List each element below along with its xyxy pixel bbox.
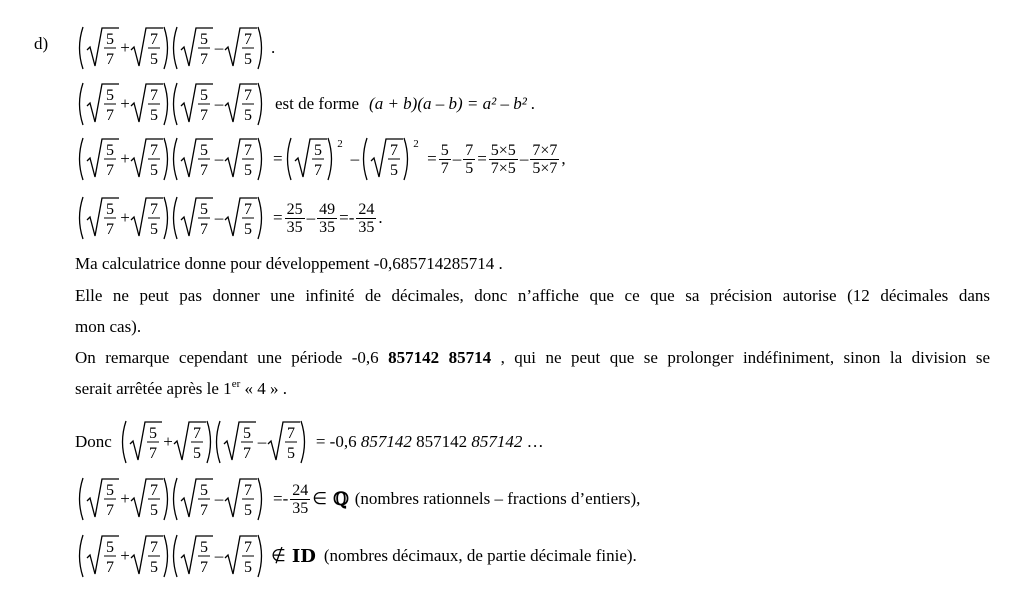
plus-sign: + (120, 489, 130, 508)
equals-sign: = (273, 489, 283, 508)
plus-sign: + (120, 38, 130, 57)
fraction-5x5-7x5: $\frac{5\times 5}{7\times 5}$ (490, 141, 516, 177)
paren-open-1 (80, 83, 84, 125)
expression-expand (75, 133, 267, 185)
root-5-7-radical (87, 139, 119, 177)
not-element-of-symbol: ∉ (271, 546, 286, 566)
root-7-5-radical (225, 198, 257, 236)
paren-close-2 (258, 197, 262, 239)
root-7-5-numerator: 7 (150, 142, 158, 159)
root-7-5-denominator: 5 (150, 51, 158, 68)
radical-expression (75, 133, 267, 185)
paren-open (364, 138, 368, 180)
root-7-5-numerator: 7 (150, 539, 158, 556)
root-5-7-numerator: 5 (200, 31, 208, 48)
root-7-5-denominator: 5 (150, 162, 158, 179)
root-5-7-denominator: 7 (242, 445, 251, 462)
root-7-5-numerator: 7 (150, 201, 158, 218)
expression-line-0 (75, 22, 275, 74)
root-7-5-denominator: 5 (150, 559, 158, 576)
root-5-7-denominator: 7 (106, 107, 114, 124)
donc-line (75, 416, 544, 468)
identity-formula: (a + b)(a – b) = a² – b² . (369, 94, 536, 113)
root-7-5-numerator: 7 (244, 87, 252, 104)
form-text: est de forme (275, 94, 360, 113)
paren-close-2 (258, 27, 262, 69)
equals-sign: = (477, 149, 487, 168)
root-5-7-denominator: 7 (106, 162, 114, 179)
root-5-7-denominator: 7 (200, 107, 208, 124)
root-7-5-radical (131, 536, 163, 574)
root-7-5-radical (268, 422, 300, 460)
expression-result (75, 192, 267, 244)
paren-close-2 (301, 421, 305, 463)
radical-expression (75, 22, 267, 74)
squared-root-1 (283, 133, 345, 185)
minus-sign: – (214, 208, 224, 227)
root-5-7-radical (181, 536, 213, 574)
root-5-7-numerator: 5 (106, 31, 114, 48)
fraction-25-35: $\frac{25}{35}$ (286, 200, 303, 236)
root-5-7-numerator: 5 (200, 482, 208, 499)
paren-open-1 (80, 138, 84, 180)
paren-open-2 (174, 197, 178, 239)
root-5-7-radical (130, 422, 162, 460)
root-7-5-radical (225, 139, 257, 177)
root-5-7-numerator: 5 (106, 482, 114, 499)
calculator-line: Ma calculatrice donne pour développement -0,685714285714 . (75, 254, 503, 273)
root-denominator: 7 (313, 162, 322, 179)
negative-sign: - (348, 208, 355, 227)
root-5-7-radical (181, 139, 213, 177)
root-5-7-radical (224, 422, 256, 460)
root-numerator: 5 (313, 142, 322, 159)
root-7-5-numerator: 7 (244, 201, 252, 218)
paren-close-2 (258, 83, 262, 125)
minus-sign: – (350, 149, 360, 168)
fraction-7x7-5x7: $\frac{7\times 7}{5\times 7}$ (532, 141, 558, 177)
root-5-7-numerator: 5 (200, 87, 208, 104)
expression-donc (118, 416, 310, 468)
root-7-5-numerator: 7 (244, 142, 252, 159)
paren-open-2 (216, 421, 220, 463)
root-5-7-radical (87, 28, 119, 66)
donc-word: Donc (75, 432, 112, 451)
rational-line (75, 473, 640, 525)
root-5-7-numerator: 5 (106, 142, 114, 159)
squared-root-2 (359, 133, 421, 185)
root-5-7-numerator: 5 (106, 539, 114, 556)
root-5-7-numerator: 5 (200, 539, 208, 556)
root-5-7-numerator: 5 (148, 425, 157, 442)
paren-close (328, 138, 332, 180)
root-5-7-radical (87, 479, 119, 517)
plus-sign: + (120, 149, 130, 168)
root-7-5-radical (225, 28, 257, 66)
equals-sign: = (273, 208, 283, 227)
decimal-line (75, 530, 637, 582)
root-7-5-radical (131, 139, 163, 177)
radical-expression (118, 416, 310, 468)
radical-expression (75, 530, 267, 582)
period-line-2: serait arrêtée après le 1er « 4 » . (75, 378, 287, 398)
fraction-7-5: $\frac{7}{5}$ (465, 141, 474, 177)
paren-close-1 (164, 27, 168, 69)
minus-sign: – (257, 432, 267, 451)
root-numerator: 7 (390, 142, 399, 159)
line-end: , (561, 149, 566, 168)
minus-sign: – (214, 94, 224, 113)
paren-open-1 (80, 197, 84, 239)
root-5-7-denominator: 7 (106, 221, 114, 238)
paren-open-2 (174, 535, 178, 577)
paren-open-2 (174, 83, 178, 125)
root-7-5-radical (225, 479, 257, 517)
paren-close-1 (207, 421, 211, 463)
plus-sign: + (120, 208, 130, 227)
root-7-5-denominator: 5 (150, 107, 158, 124)
fraction-24-35: $\frac{24}{35}$ (292, 481, 309, 517)
calculator-paragraph (75, 248, 990, 279)
root-5-7-denominator: 7 (106, 559, 114, 576)
root-7-5-radical (131, 84, 163, 122)
root-denominator: 5 (390, 162, 399, 179)
root-7-5-denominator: 5 (244, 51, 252, 68)
root-5-7-denominator: 7 (200, 162, 208, 179)
root-7-5-numerator: 7 (244, 31, 252, 48)
root-5-7-radical (181, 28, 213, 66)
fraction-49-35: $\frac{49}{35}$ (319, 200, 336, 236)
root-7-5-denominator: 5 (150, 502, 158, 519)
root-radical (371, 139, 403, 177)
root-5-7-radical (181, 198, 213, 236)
minus-sign: – (519, 149, 529, 168)
precision-line-2: mon cas). (75, 317, 142, 336)
root-5-7-numerator: 5 (106, 87, 114, 104)
paren-open-1 (122, 421, 126, 463)
root-5-7-radical (181, 84, 213, 122)
paren-open-2 (174, 138, 178, 180)
root-7-5-radical (131, 28, 163, 66)
paren-open-1 (80, 27, 84, 69)
decimals-set-symbol: ID (291, 545, 316, 567)
expression-line-3 (75, 192, 383, 244)
root-7-5-numerator: 7 (192, 425, 201, 442)
minus-sign: – (306, 208, 316, 227)
expression-rational (75, 473, 267, 525)
root-7-5-numerator: 7 (286, 425, 295, 442)
root-5-7-denominator: 7 (200, 51, 208, 68)
expression-line-2 (75, 133, 566, 185)
root-5-7-numerator: 5 (200, 201, 208, 218)
paren-close-2 (258, 535, 262, 577)
exponent-two: 2 (336, 138, 343, 150)
root-7-5-denominator: 5 (244, 502, 252, 519)
expression-form (75, 78, 267, 130)
paren-close-1 (164, 535, 168, 577)
root-7-5-numerator: 7 (150, 87, 158, 104)
expression-statement (75, 22, 267, 74)
root-7-5-radical (174, 422, 206, 460)
line-end: . (378, 208, 383, 227)
root-7-5-radical (225, 536, 257, 574)
root-7-5-denominator: 5 (244, 559, 252, 576)
minus-sign: – (214, 546, 224, 565)
rationals-set-symbol: ℚ (333, 488, 349, 510)
exercise-label: d) (34, 34, 49, 53)
root-5-7-radical (87, 198, 119, 236)
decimal-result: = -0,6 857142 857142 857142 … (315, 432, 544, 451)
paren-close-1 (164, 138, 168, 180)
expression-decimal (75, 530, 267, 582)
root-5-7-numerator: 5 (200, 142, 208, 159)
root-7-5-radical (131, 198, 163, 236)
minus-sign: – (214, 149, 224, 168)
minus-sign: – (214, 38, 224, 57)
root-7-5-numerator: 7 (244, 539, 252, 556)
fraction-5-7: $\frac{5}{7}$ (440, 141, 449, 177)
paren-open-2 (174, 478, 178, 520)
precision-line-1: Elle ne peut pas donner une infinité de décimales, donc n’affiche que ce que sa précision autorise (12 décimales dans (75, 286, 990, 305)
root-7-5-denominator: 5 (244, 221, 252, 238)
paren-open-1 (80, 478, 84, 520)
paren-close-2 (258, 138, 262, 180)
rationals-text: (nombres rationnels – fractions d’entiers), (354, 489, 641, 508)
decimals-text: (nombres décimaux, de partie décimale finie). (323, 546, 637, 565)
root-5-7-radical (87, 84, 119, 122)
period-line-1: On remarque cependant une période -0,6 857142 85714 , qui ne peut que se prolonger indéfiniment, sinon la division se (75, 348, 991, 367)
element-of-symbol: ∈ (312, 489, 328, 509)
paren-open (287, 138, 291, 180)
root-5-7-denominator: 7 (200, 221, 208, 238)
plus-sign: + (120, 546, 130, 565)
root-5-7-denominator: 7 (200, 559, 208, 576)
statement-end: . (271, 38, 276, 57)
root-7-5-denominator: 5 (192, 445, 201, 462)
radical-expression (75, 192, 267, 244)
period-digits: 857142 85714 (388, 348, 492, 367)
paren-close-1 (164, 478, 168, 520)
root-5-7-radical (87, 536, 119, 574)
minus-sign: – (214, 489, 224, 508)
root-5-7-denominator: 7 (200, 502, 208, 519)
paren-open-2 (174, 27, 178, 69)
root-7-5-denominator: 5 (286, 445, 295, 462)
radical-expression (75, 78, 267, 130)
root-5-7-radical (181, 479, 213, 517)
root-7-5-numerator: 7 (150, 482, 158, 499)
minus-sign: – (452, 149, 462, 168)
root-5-7-numerator: 5 (106, 201, 114, 218)
precision-paragraph (75, 280, 990, 342)
plus-sign: + (163, 432, 173, 451)
expression-line-1 (75, 78, 535, 130)
paren-close-2 (258, 478, 262, 520)
period-paragraph (75, 342, 990, 404)
fraction-24-35: $\frac{24}{35}$ (358, 200, 375, 236)
exponent-two: 2 (413, 138, 419, 150)
equals-sign: = (427, 149, 437, 168)
root-5-7-denominator: 7 (148, 445, 157, 462)
root-radical (295, 139, 327, 177)
plus-sign: + (120, 94, 130, 113)
root-7-5-numerator: 7 (244, 482, 252, 499)
root-7-5-denominator: 5 (244, 107, 252, 124)
equals-sign: = (273, 149, 283, 168)
paren-close-1 (164, 83, 168, 125)
equals-sign: = (339, 208, 349, 227)
paren-open-1 (80, 535, 84, 577)
root-7-5-radical (131, 479, 163, 517)
root-7-5-denominator: 5 (150, 221, 158, 238)
negative-sign: - (282, 489, 289, 508)
root-5-7-denominator: 7 (106, 51, 114, 68)
paren-close (404, 138, 408, 180)
radical-expression (75, 473, 267, 525)
root-7-5-radical (225, 84, 257, 122)
root-5-7-numerator: 5 (242, 425, 251, 442)
paren-close-1 (164, 197, 168, 239)
root-7-5-denominator: 5 (244, 162, 252, 179)
root-7-5-numerator: 7 (150, 31, 158, 48)
root-5-7-denominator: 7 (106, 502, 114, 519)
